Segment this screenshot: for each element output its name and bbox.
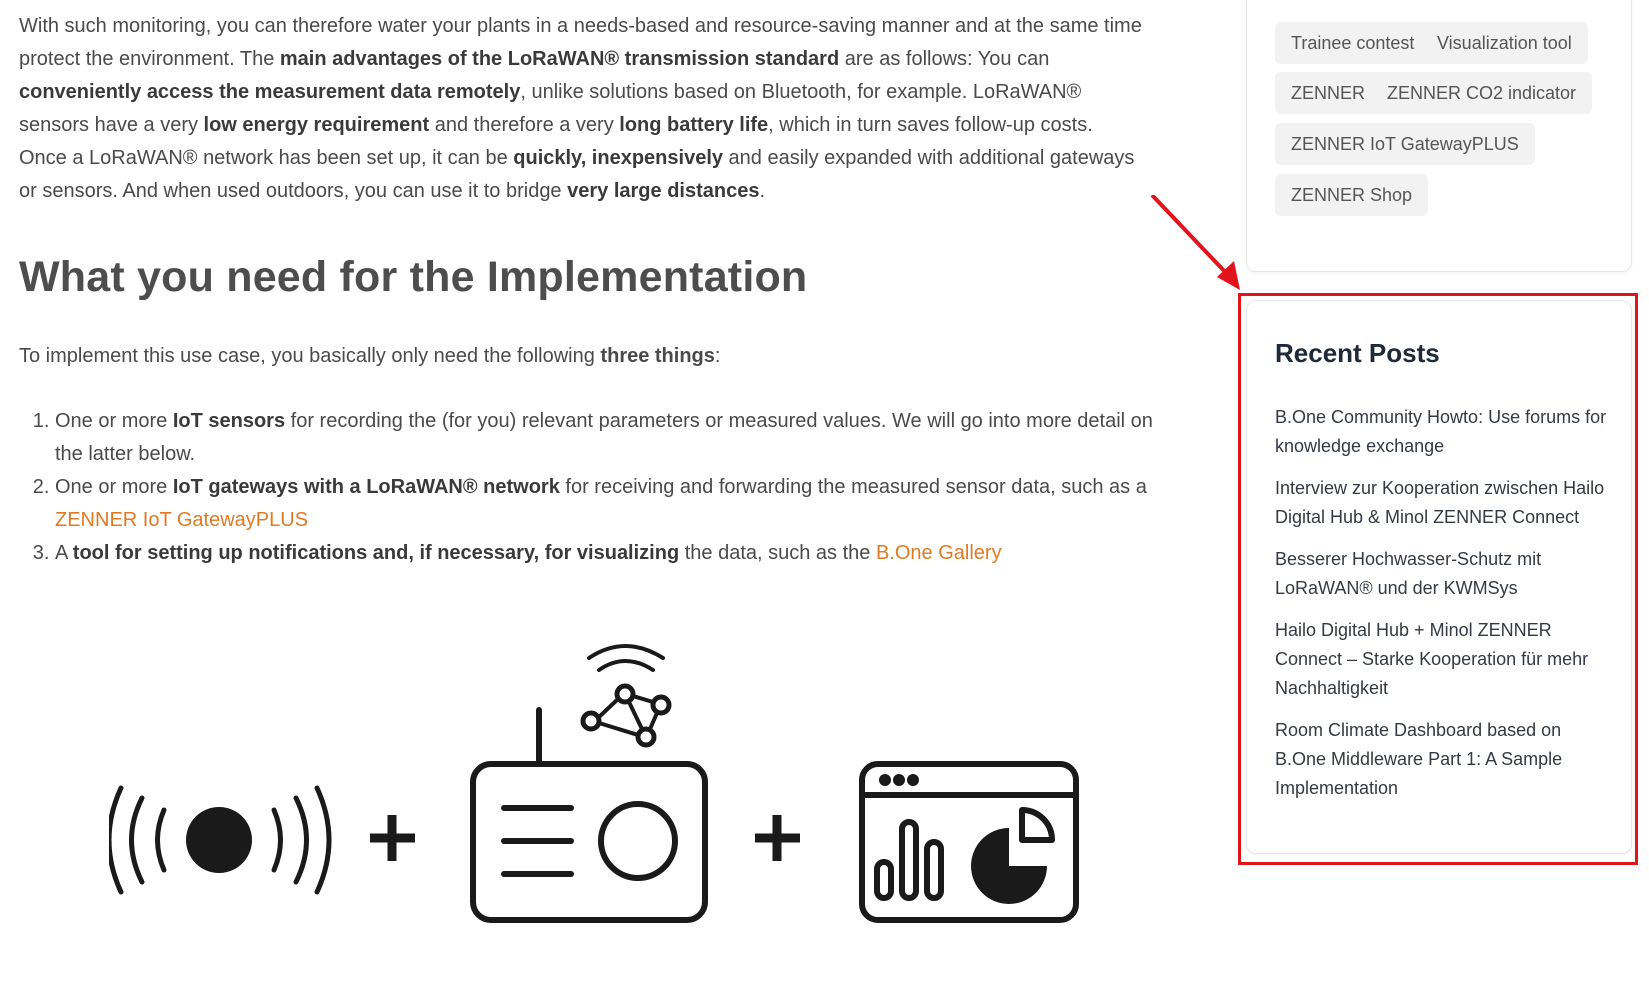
text-run: the data, such as the [679,542,876,564]
recent-posts-card [1246,300,1632,854]
implementation-intro [19,345,720,368]
requirement-item [55,471,1180,537]
tag-cloud-card [1246,0,1632,272]
recent-post-link[interactable]: Besserer Hochwasser-Schutz mit LoRaWAN® und der KWMSys [1275,549,1542,598]
recent-posts-title: Recent Posts [1275,338,1440,368]
recent-post-link[interactable]: Hailo Digital Hub + Minol ZENNER Connect – Starke Kooperation für mehr Nachhaltigkeit [1275,620,1589,698]
text-run: . [759,180,766,202]
text-run: A [55,542,73,564]
text-run: for receiving and forwarding the measured sensor data, such as a [559,476,1147,498]
tag-zenner-shop[interactable]: ZENNER Shop [1275,174,1428,216]
bold-text: main advantages of the LoRaWAN® transmission standard [279,48,840,70]
intro-bold: three things [600,345,715,367]
requirement-item [55,537,1180,570]
tag-zenner-iot-gatewayplus[interactable]: ZENNER IoT GatewayPLUS [1275,123,1535,165]
bold-text: tool for setting up notifications and, if necessary, for visualizing [72,542,680,564]
text-run: and easily expanded with additional gateways or sensors. And when used outdoors, you can use it to bridge [19,147,1135,202]
recent-post-link[interactable]: B.One Community Howto: Use forums for knowledge exchange [1275,407,1607,456]
intro-paragraph [19,10,1144,208]
text-run: One or more [55,410,173,432]
intro-colon: : [714,345,721,367]
text-run: and therefore a very [429,114,620,136]
plus-icon [755,815,800,861]
tag-zenner-co2-indicator[interactable]: ZENNER CO2 indicator [1371,72,1592,114]
text-run: for recording the (for you) relevant parameters or measured values. We will go into more detail on the latter below. [55,410,1153,465]
bold-text: quickly, inexpensively [513,147,723,169]
article-content [19,0,1153,564]
bold-text: conveniently access the measurement data remotely [19,81,521,103]
requirements-list [19,405,1180,570]
intro-text: To implement this use case, you basically only need the following [19,345,601,367]
tag-zenner[interactable]: ZENNER [1275,72,1381,114]
text-run: With such monitoring, you can therefore water your plants in a needs-based and resource-saving manner and at the same time protect the environment. The [19,15,1142,70]
text-run: are as follows: You can [839,48,1050,70]
tag-trainee-contest[interactable]: Trainee contest [1275,22,1430,64]
tag-visualization-tool[interactable]: Visualization tool [1421,22,1588,64]
inline-link[interactable]: ZENNER IoT GatewayPLUS [55,509,309,531]
bold-text: long battery life [619,114,769,136]
text-run: One or more [55,476,173,498]
plus-icon [370,815,415,861]
text-run: , which in turn saves follow-up costs. Once a LoRaWAN® network has been set up, it can be [19,114,1093,169]
requirement-item [55,405,1180,471]
recent-post-link[interactable]: Interview zur Kooperation zwischen Hailo Digital Hub & Minol ZENNER Connect [1275,478,1605,527]
text-run: , unlike solutions based on Bluetooth, for example. LoRaWAN® sensors have a very [19,81,1082,136]
gateway-icon [473,646,705,920]
inline-link[interactable]: B.One Gallery [875,542,1002,564]
annotation-arrow-icon [1150,195,1250,295]
bold-text: IoT sensors [172,410,286,432]
dashboard-icon [862,764,1076,920]
recent-posts-list [1275,403,1610,816]
bold-text: IoT gateways with a LoRaWAN® network [172,476,560,498]
recent-post-link[interactable]: Room Climate Dashboard based on B.One Middleware Part 1: A Sample Implementation [1275,720,1563,798]
bold-text: very large distances [567,180,760,202]
bold-text: low energy requirement [203,114,430,136]
sensor-signal-icon [109,788,329,892]
section-heading: What you need for the Implementation [19,253,808,301]
iot-illustration [109,640,1089,940]
